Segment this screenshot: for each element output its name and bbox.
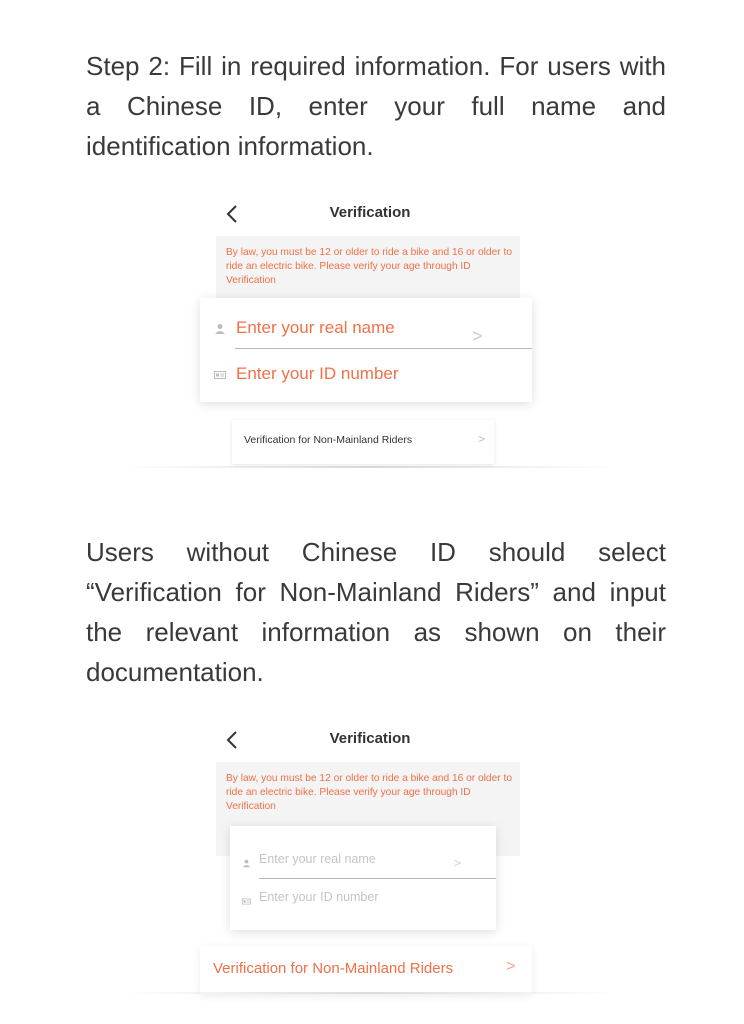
name-placeholder: Enter your real name	[236, 318, 395, 337]
verification-form-card	[200, 298, 532, 402]
id-card-icon	[214, 368, 226, 380]
back-icon[interactable]	[226, 728, 242, 752]
verification-screenshot-2	[0, 722, 744, 1012]
person-icon	[214, 322, 226, 334]
id-placeholder: Enter your ID number	[236, 364, 399, 383]
non-mainland-label: Verification for Non-Mainland Riders	[244, 434, 413, 446]
field-underline	[235, 348, 532, 349]
non-mainland-label: Verification for Non-Mainland Riders	[213, 960, 454, 977]
divider	[120, 466, 620, 468]
person-icon	[242, 855, 251, 864]
id-card-icon	[242, 893, 251, 902]
non-mainland-riders-item[interactable]	[232, 420, 494, 464]
name-placeholder: Enter your real name	[259, 852, 376, 866]
verification-screenshot-1	[0, 196, 744, 486]
id-field[interactable]	[214, 364, 399, 384]
field-underline	[259, 878, 496, 879]
name-field[interactable]	[214, 318, 395, 338]
id-placeholder: Enter your ID number	[259, 890, 379, 904]
back-icon[interactable]	[226, 202, 242, 226]
non-mainland-instruction: Users without Chinese ID should select “Verification for Non-Mainland Riders” and input the relevant information as shown on their documentation.	[86, 537, 666, 687]
chevron-right-icon: >	[478, 432, 486, 446]
id-field[interactable]	[242, 890, 379, 904]
page-title: Verification	[329, 204, 411, 221]
verification-form-card	[230, 826, 496, 930]
name-field[interactable]	[242, 852, 376, 866]
non-mainland-riders-item[interactable]	[200, 946, 532, 994]
chevron-right-icon: >	[506, 958, 516, 975]
chevron-right-icon: >	[472, 326, 483, 346]
chevron-right-icon: >	[454, 856, 462, 870]
divider	[120, 992, 620, 994]
age-notice: By law, you must be 12 or older to ride a bike and 16 or older to ride an electric bike. Please verify your age through ID Verification	[226, 773, 512, 812]
step2-instruction: Step 2: Fill in required information. For users with a Chinese ID, enter your full name and identification information.	[86, 51, 666, 161]
age-notice: By law, you must be 12 or older to ride a bike and 16 or older to ride an electric bike. Please verify your age through ID Verification	[226, 247, 512, 286]
page-title: Verification	[329, 730, 411, 747]
